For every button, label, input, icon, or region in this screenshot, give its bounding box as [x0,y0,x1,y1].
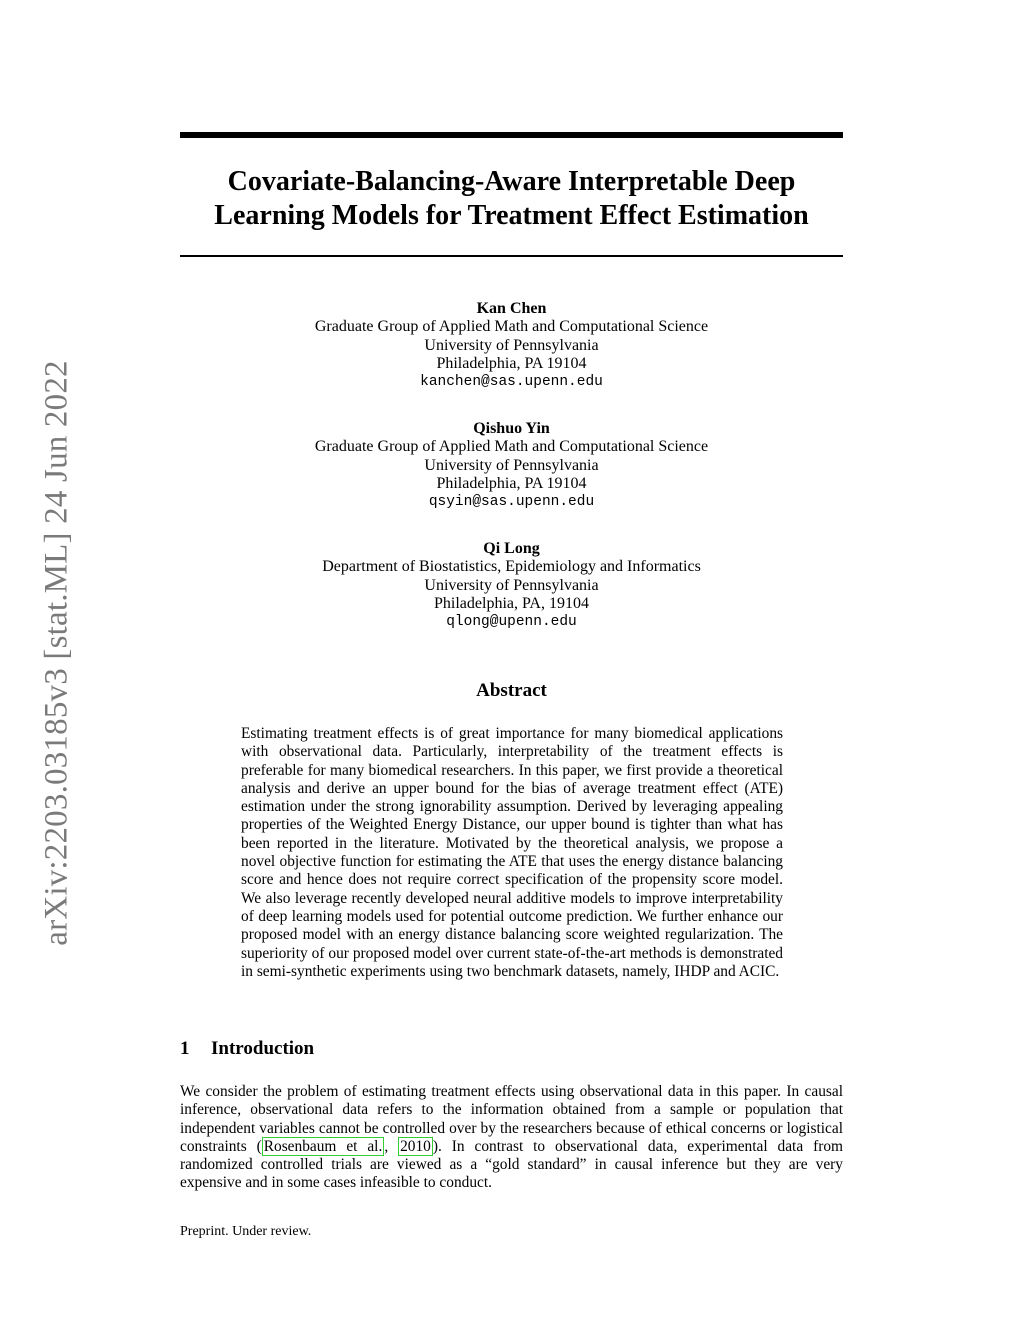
title-line-2: Learning Models for Treatment Effect Estimation [214,200,809,231]
abstract-text: Estimating treatment effects is of great importance for many biomedical applications with observational data. Particularly, interpretability of the treatment effects is preferable for many biomedical researchers. In this paper, we first provide a theoretical analysis and derive an upper bound for the bias of average treatment effect (ATE) estimation under the strong ignorability assumption. Derived by leveraging appealing properties of the Weighted Energy Distance, our upper bound is tighter than what has been reported in the literature. Motivated by the theoretical analysis, we propose a novel objective function for estimating the ATE that uses the energy distance balancing score and hence does not require correct specification of the propensity score model. We also leverage recently developed neural additive models to improve interpretability of deep learning models used for potential outcome prediction. We further enhance our proposed model with an energy distance balancing score weighted regularization. The superiority of our proposed model over current state-of-the-art methods is demonstrated in semi-synthetic experiments using two benchmark datasets, namely, IHDP and ACIC. [241,725,783,980]
footer-note: Preprint. Under review. [180,1224,312,1239]
author-block [180,420,843,511]
section-number: 1 [180,1038,190,1059]
author-block [180,540,843,631]
author-block [180,300,843,391]
title-line-1: Covariate-Balancing-Aware Interpretable Deep [227,166,796,197]
author-name: Qishuo Yin [473,420,550,437]
author-name: Kan Chen [476,300,547,317]
author-name: Qi Long [483,540,540,557]
introduction-paragraph [180,1083,843,1193]
title-rule-top [180,132,843,138]
author-email[interactable]: qsyin@sas.upenn.edu [428,494,595,511]
author-affiliation: Graduate Group of Applied Math and Computational Science [314,318,709,336]
paper-title [180,165,843,233]
citation-separator: , [384,1137,399,1155]
citation-link[interactable]: Rosenbaum et al. [263,1137,383,1155]
section-title: Introduction [211,1038,315,1059]
intro-text-before: We consider the problem of estimating treatment effects using observational data in this paper. In causal inference, observational data refers to the information obtained from a sample or population that independent variables cannot be controlled over by the researchers because of ethical concerns or logistical constraints ( [180,1083,843,1155]
author-email[interactable]: qlong@upenn.edu [446,614,577,631]
arxiv-identifier: arXiv:2203.03185v3 [stat.ML] 24 Jun 2022 [38,360,75,946]
author-institution: University of Pennsylvania [424,456,599,474]
author-affiliation: Department of Biostatistics, Epidemiology and Informatics [322,558,701,576]
author-institution: University of Pennsylvania [424,336,599,354]
citation-year-link[interactable]: 2010 [400,1137,431,1155]
author-address: Philadelphia, PA 19104 [436,474,587,492]
author-address: Philadelphia, PA 19104 [436,354,587,372]
author-institution: University of Pennsylvania [424,576,599,594]
intro-text-after: ). In contrast to observational data, experimental data from randomized controlled trials are viewed as a “gold standard” in causal inference but they are very expensive and in some cases infeasible to conduct. [180,1137,844,1192]
section-heading-introduction [180,1038,314,1060]
author-email[interactable]: kanchen@sas.upenn.edu [420,374,603,391]
author-address: Philadelphia, PA, 19104 [434,594,589,612]
title-rule-bottom [180,255,843,257]
abstract-heading: Abstract [476,680,547,701]
author-affiliation: Graduate Group of Applied Math and Computational Science [314,438,709,456]
